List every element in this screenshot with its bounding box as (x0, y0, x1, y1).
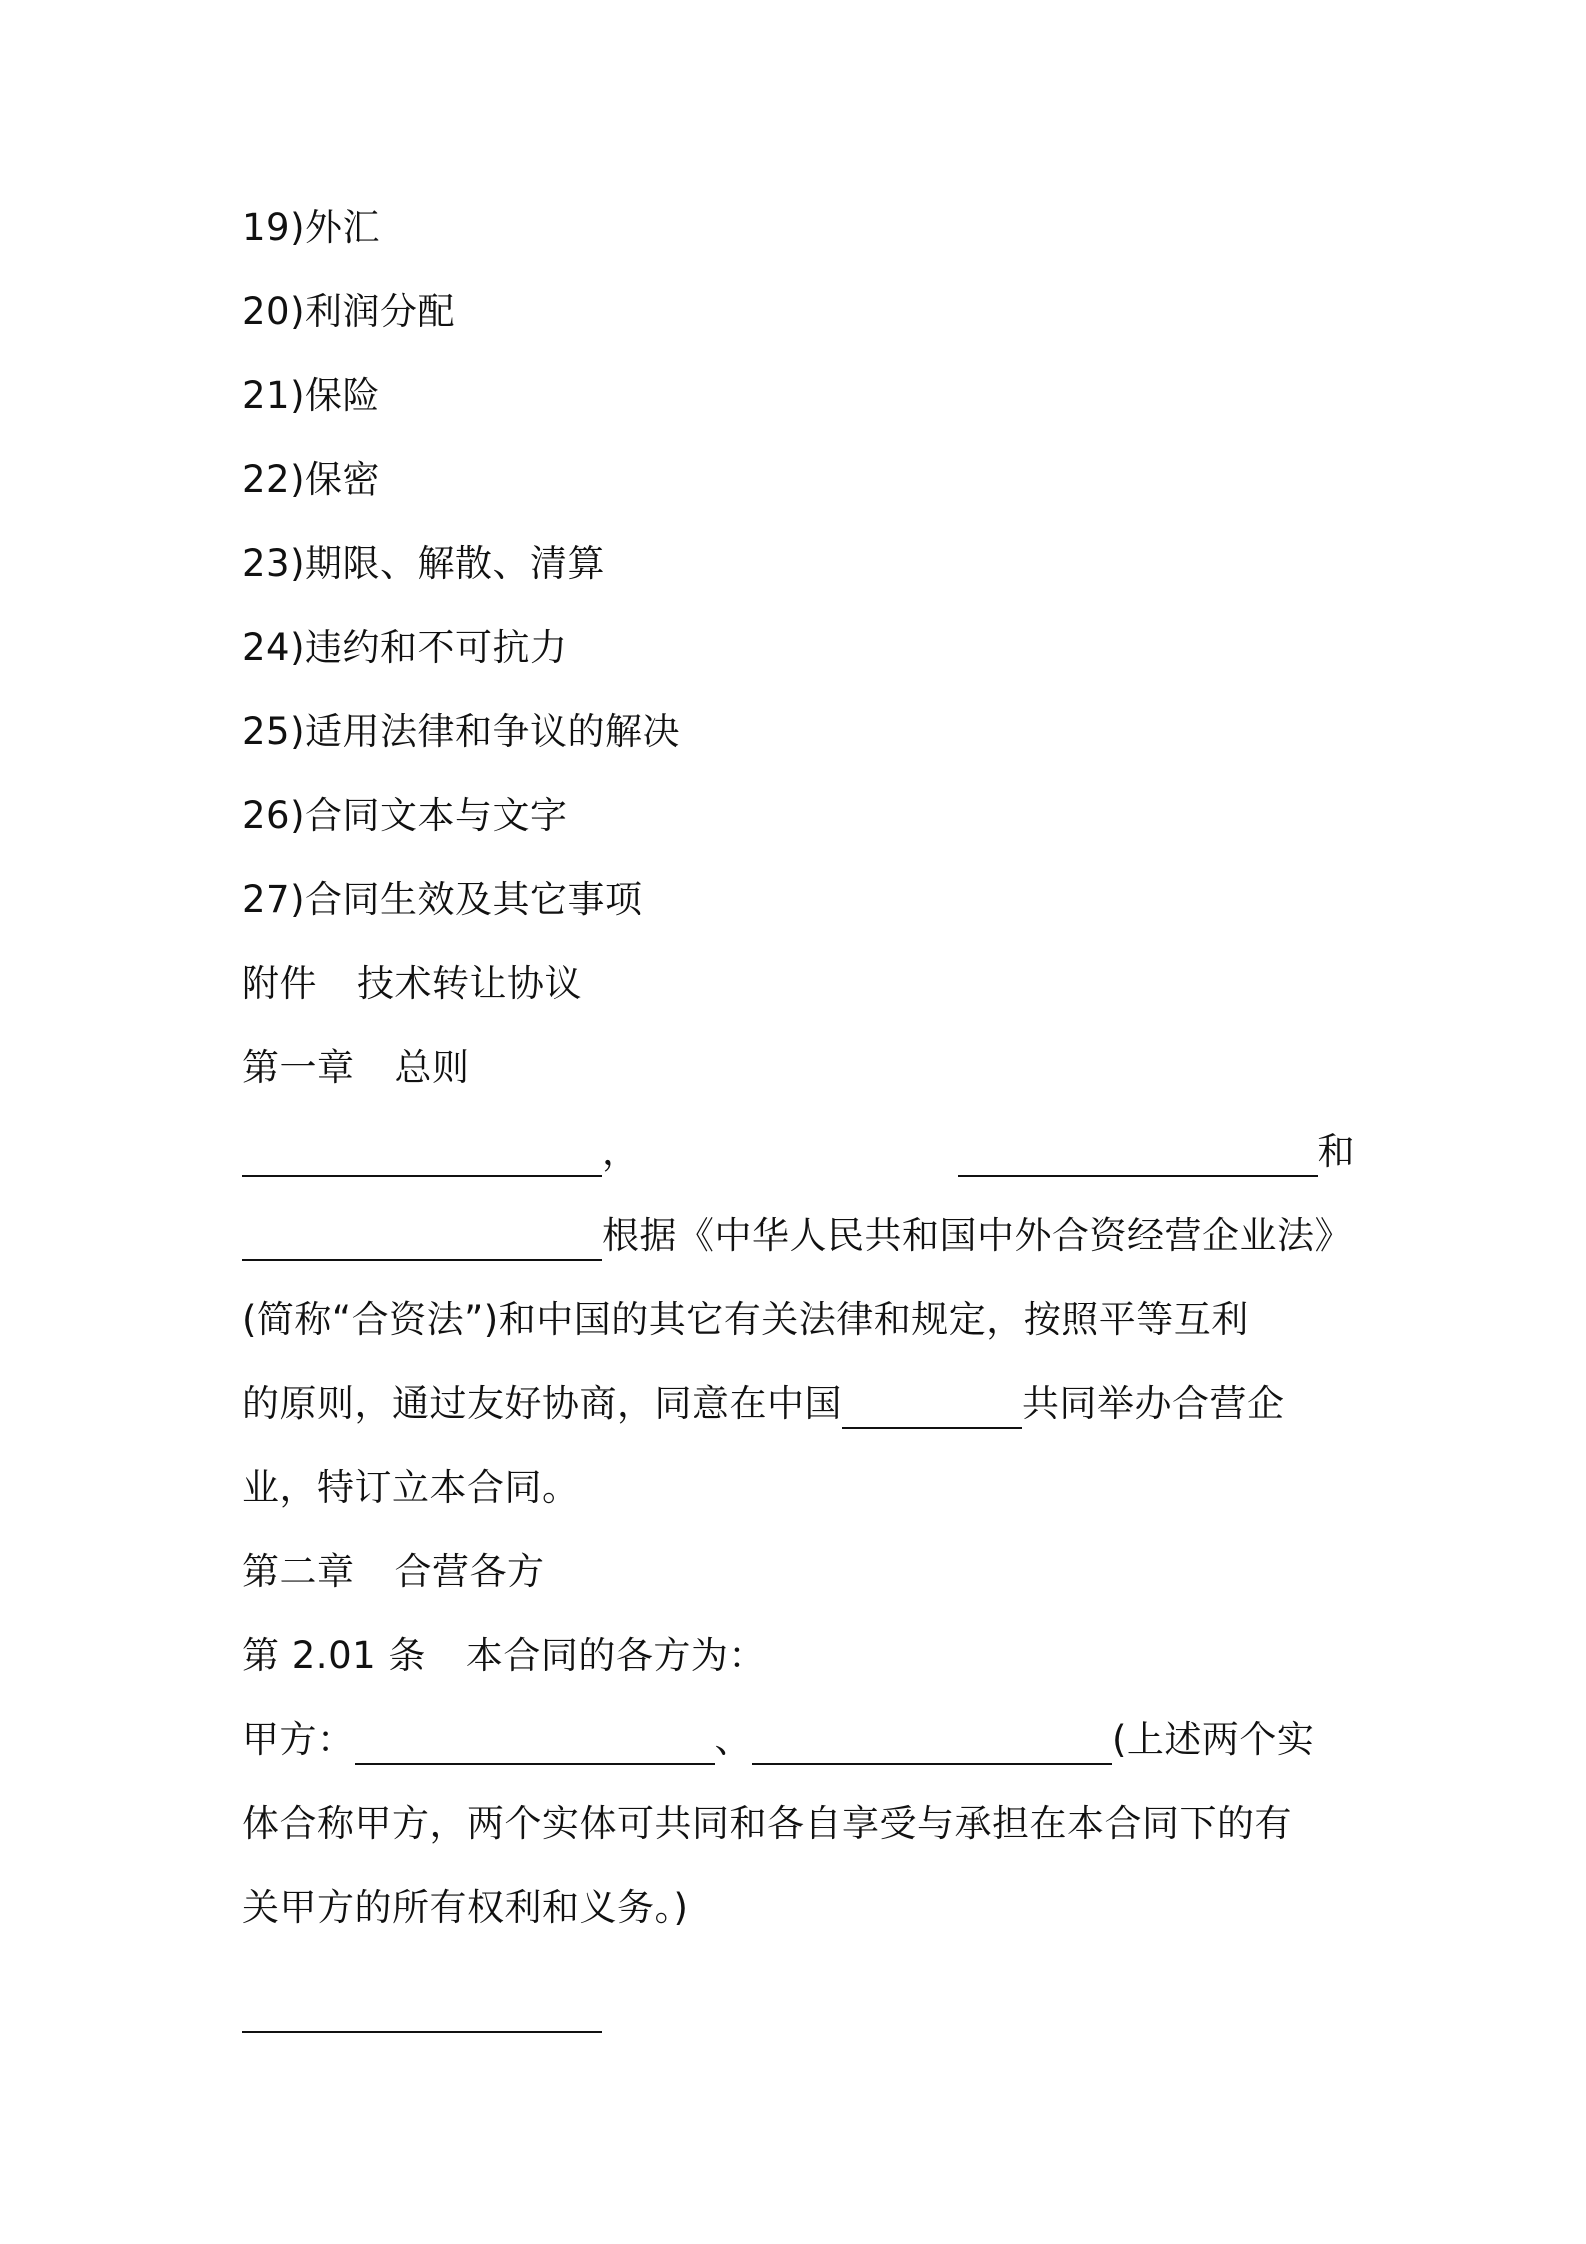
contents-item-20: 20)利润分配 (242, 290, 456, 333)
preamble-line-4-end: 共同举办合营企 (1022, 1382, 1285, 1425)
chapter1-title: 总则 (394, 1046, 470, 1089)
party-a-note-start: (上述两个实 (1112, 1718, 1315, 1761)
chapter2-heading (242, 1547, 545, 1597)
location-blank (842, 1387, 1022, 1429)
preamble-line-1 (242, 1127, 1355, 1177)
contents-item-22: 22)保密 (242, 458, 381, 501)
party-a-separator: 、 (714, 1718, 752, 1761)
party-name-blank-4 (242, 1991, 602, 2033)
contents-item-27: 27)合同生效及其它事项 (242, 878, 643, 921)
chapter2-label: 第二章 (242, 1550, 355, 1593)
preamble-comma: ， (602, 1130, 640, 1173)
chapter2-title: 合营各方 (394, 1550, 545, 1593)
party-a-line-3: 关甲方的所有权利和义务。) (242, 1886, 689, 1929)
party-a-line-2: 体合称甲方，两个实体可共同和各自享受与承担在本合同下的有 (242, 1802, 1292, 1845)
annex-heading (242, 959, 582, 1009)
party-name-blank-3 (242, 1219, 602, 1261)
preamble-law-reference: 根据《中华人民共和国中外合资经营企业法》 (602, 1214, 1352, 1257)
article-2-01-label: 第 2.01 条 (242, 1634, 426, 1677)
party-name-blank-2 (958, 1135, 1318, 1177)
preamble-line-4-start: 的原则，通过友好协商，同意在中国 (242, 1382, 842, 1425)
contents-item-21: 21)保险 (242, 374, 381, 417)
contents-item-25: 25)适用法律和争议的解决 (242, 710, 681, 753)
preamble-line-2 (242, 1211, 1352, 1261)
party-a-blank-1 (355, 1723, 715, 1765)
preamble-line-3: (简称“合资法”)和中国的其它有关法律和规定，按照平等互利 (242, 1298, 1249, 1341)
preamble-line-5: 业，特订立本合同。 (242, 1466, 580, 1509)
party-name-blank-1 (242, 1135, 602, 1177)
chapter1-label: 第一章 (242, 1046, 355, 1089)
party-a-label: 甲方： (242, 1718, 355, 1761)
party-a-blank-2 (752, 1723, 1112, 1765)
annex-title: 技术转让协议 (357, 962, 582, 1005)
article-2-01 (242, 1631, 766, 1681)
preamble-line-4 (242, 1379, 1285, 1429)
chapter1-heading (242, 1043, 470, 1093)
party-a-line-1 (242, 1715, 1314, 1765)
annex-label: 附件 (242, 962, 317, 1005)
article-2-01-text: 本合同的各方为： (465, 1634, 766, 1677)
contents-item-19: 19)外汇 (242, 206, 381, 249)
contents-item-24: 24)违约和不可抗力 (242, 626, 568, 669)
contents-item-26: 26)合同文本与文字 (242, 794, 568, 837)
preamble-and: 和 (1317, 1130, 1355, 1173)
trailing-blank-line (242, 1983, 602, 2033)
contents-item-23: 23)期限、解散、清算 (242, 542, 606, 585)
